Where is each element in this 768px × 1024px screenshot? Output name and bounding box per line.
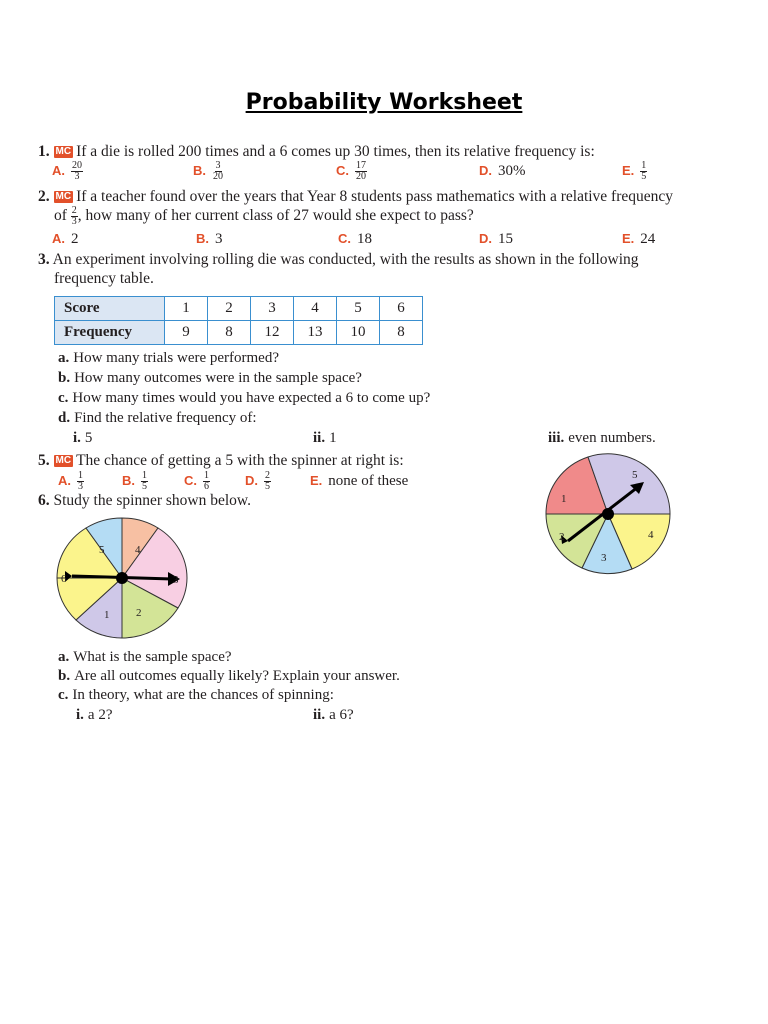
mc-badge: MC bbox=[55, 191, 72, 202]
score-cell: 4 bbox=[294, 297, 337, 321]
option-value: 30% bbox=[498, 163, 526, 179]
option-label: E. bbox=[310, 473, 323, 488]
score-cell: 1 bbox=[165, 297, 208, 321]
option-label: B. bbox=[193, 163, 206, 178]
option-label: E. bbox=[622, 231, 635, 246]
denominator: 20 bbox=[356, 171, 366, 183]
part-label: c. bbox=[58, 390, 69, 406]
part-text: Find the relative frequency of: bbox=[74, 410, 257, 426]
fraction bbox=[264, 471, 271, 492]
part-label: c. bbox=[58, 687, 69, 703]
part-label: a. bbox=[58, 649, 70, 665]
part-label: d. bbox=[58, 410, 71, 426]
score-header: Score bbox=[55, 297, 165, 321]
part-text: In theory, what are the chances of spinning: bbox=[72, 687, 334, 703]
denominator: 5 bbox=[142, 481, 147, 493]
frequency-cell: 8 bbox=[380, 321, 423, 345]
option-e bbox=[622, 229, 655, 249]
spinner-label: 1 bbox=[561, 493, 567, 505]
option-label: E. bbox=[622, 163, 635, 178]
numerator: 2 bbox=[71, 205, 77, 216]
option-label: D. bbox=[479, 163, 492, 178]
part-label: iii. bbox=[548, 430, 565, 446]
question-3 bbox=[38, 250, 639, 270]
option-d bbox=[479, 161, 526, 181]
question-6-part-b bbox=[58, 667, 400, 686]
part-text: What is the sample space? bbox=[73, 649, 232, 665]
question-text: If a teacher found over the years that Year 8 students pass mathematics with a relative frequency bbox=[76, 188, 674, 205]
question-3-part-d bbox=[58, 409, 257, 428]
option-b bbox=[193, 161, 224, 182]
option-label: B. bbox=[122, 473, 135, 488]
option-value: 2 bbox=[71, 231, 79, 247]
option-b bbox=[122, 471, 148, 492]
fraction bbox=[77, 471, 84, 492]
question-text: of bbox=[54, 207, 67, 225]
score-cell: 5 bbox=[337, 297, 380, 321]
question-3-subpart-ii bbox=[313, 429, 337, 448]
fraction bbox=[141, 471, 148, 492]
spinner-label: 2 bbox=[136, 607, 142, 619]
option-d bbox=[479, 229, 513, 249]
question-6 bbox=[38, 491, 251, 511]
numerator: 1 bbox=[204, 470, 209, 482]
frequency-header: Frequency bbox=[55, 321, 165, 345]
question-1 bbox=[38, 142, 595, 162]
mc-badge: MC bbox=[55, 146, 72, 157]
fraction bbox=[212, 161, 224, 182]
question-number: 5. bbox=[38, 452, 50, 469]
score-cell: 6 bbox=[380, 297, 423, 321]
frequency-cell: 12 bbox=[251, 321, 294, 345]
option-e bbox=[310, 471, 408, 491]
spinner-label: 5 bbox=[632, 469, 638, 481]
part-label: b. bbox=[58, 668, 71, 684]
spinner-hub bbox=[602, 508, 614, 520]
spinner-label: 6 bbox=[61, 573, 67, 585]
option-a bbox=[52, 161, 83, 182]
question-6-part-a bbox=[58, 648, 232, 667]
part-label: b. bbox=[58, 370, 71, 386]
mc-badge: MC bbox=[55, 455, 72, 466]
option-c bbox=[184, 471, 210, 492]
spinner-label: 4 bbox=[135, 544, 141, 556]
denominator: 5 bbox=[641, 171, 647, 183]
numerator: 1 bbox=[142, 470, 147, 482]
part-text: Are all outcomes equally likely? Explain your answer. bbox=[74, 668, 400, 684]
fraction bbox=[203, 471, 210, 492]
denominator: 6 bbox=[204, 481, 209, 493]
option-label: C. bbox=[184, 473, 197, 488]
frequency-cell: 10 bbox=[337, 321, 380, 345]
question-2 bbox=[38, 187, 673, 207]
question-3-subpart-iii bbox=[548, 429, 656, 448]
numerator: 20 bbox=[72, 160, 82, 172]
option-value: none of these bbox=[328, 473, 409, 489]
part-text: 1 bbox=[329, 430, 337, 446]
part-text: even numbers. bbox=[568, 430, 656, 446]
option-a bbox=[52, 229, 79, 249]
question-6-subpart-ii bbox=[313, 706, 354, 725]
question-number: 2. bbox=[38, 188, 50, 205]
question-number: 1. bbox=[38, 143, 50, 160]
spinner-label: 1 bbox=[104, 609, 110, 621]
part-text: How many trials were performed? bbox=[73, 350, 280, 366]
fraction bbox=[355, 161, 367, 182]
question-2-line-2 bbox=[54, 206, 474, 227]
part-text: How many outcomes were in the sample space? bbox=[74, 370, 362, 386]
question-number: 3. bbox=[38, 251, 50, 268]
option-c bbox=[336, 161, 367, 182]
option-value: 24 bbox=[640, 231, 656, 247]
option-label: C. bbox=[338, 231, 351, 246]
option-a bbox=[58, 471, 84, 492]
frequency-table bbox=[54, 296, 423, 345]
question-3-line-2: frequency table. bbox=[54, 270, 154, 287]
table-row bbox=[55, 321, 423, 345]
option-b bbox=[196, 229, 223, 249]
spinner-label: 5 bbox=[99, 544, 105, 556]
spinner-label: 4 bbox=[648, 529, 654, 541]
part-label: ii. bbox=[313, 430, 326, 446]
denominator: 3 bbox=[71, 216, 77, 227]
option-value: 18 bbox=[357, 231, 372, 247]
frequency-cell: 13 bbox=[294, 321, 337, 345]
spinner-hub bbox=[116, 572, 128, 584]
question-3-part-a bbox=[58, 349, 279, 368]
question-text: If a die is rolled 200 times and a 6 comes up 30 times, then its relative frequency is: bbox=[76, 143, 595, 160]
question-number: 6. bbox=[38, 492, 50, 509]
score-cell: 3 bbox=[251, 297, 294, 321]
spinner-q6 bbox=[52, 514, 192, 642]
worksheet-title: Probability Worksheet bbox=[245, 90, 523, 115]
part-text: How many times would you have expected a 6 to come up? bbox=[72, 390, 431, 406]
spinner-label: 2 bbox=[559, 531, 565, 543]
option-e bbox=[622, 161, 647, 182]
option-value: 3 bbox=[215, 231, 223, 247]
frequency-cell: 9 bbox=[165, 321, 208, 345]
question-text: The chance of getting a 5 with the spinner at right is: bbox=[76, 452, 404, 469]
fraction bbox=[71, 206, 78, 227]
denominator: 5 bbox=[265, 481, 270, 493]
part-label: ii. bbox=[313, 707, 326, 723]
option-label: B. bbox=[196, 231, 209, 246]
fraction bbox=[71, 161, 83, 182]
option-label: A. bbox=[52, 231, 65, 246]
question-6-part-c bbox=[58, 686, 334, 705]
question-text: An experiment involving rolling die was conducted, with the results as shown in the following bbox=[52, 251, 639, 268]
numerator: 1 bbox=[641, 160, 647, 172]
numerator: 3 bbox=[215, 160, 221, 172]
option-label: A. bbox=[58, 473, 71, 488]
option-label: C. bbox=[336, 163, 349, 178]
numerator: 17 bbox=[356, 160, 366, 172]
spinner-label: 3 bbox=[173, 574, 179, 586]
part-label: a. bbox=[58, 350, 70, 366]
frequency-cell: 8 bbox=[208, 321, 251, 345]
numerator: 2 bbox=[265, 470, 270, 482]
question-text: , how many of her current class of 27 would she expect to pass? bbox=[77, 207, 474, 225]
part-text: a 2? bbox=[87, 707, 113, 723]
fraction bbox=[640, 161, 647, 182]
table-row bbox=[55, 297, 423, 321]
denominator: 20 bbox=[213, 171, 223, 183]
numerator: 1 bbox=[78, 470, 83, 482]
part-label: i. bbox=[76, 707, 84, 723]
spinner-q5 bbox=[540, 450, 675, 576]
option-label: D. bbox=[479, 231, 492, 246]
denominator: 3 bbox=[78, 481, 83, 493]
part-label: i. bbox=[73, 430, 81, 446]
question-3-subpart-i bbox=[73, 429, 92, 448]
option-label: A. bbox=[52, 163, 65, 178]
question-text: Study the spinner shown below. bbox=[53, 492, 251, 509]
option-d bbox=[245, 471, 271, 492]
option-label: D. bbox=[245, 473, 258, 488]
score-cell: 2 bbox=[208, 297, 251, 321]
denominator: 3 bbox=[74, 171, 80, 183]
question-6-subpart-i bbox=[76, 706, 113, 725]
part-text: a 6? bbox=[329, 707, 354, 723]
part-text: 5 bbox=[84, 430, 93, 446]
question-3-part-b bbox=[58, 369, 362, 388]
spinner-label: 3 bbox=[601, 552, 607, 564]
question-5 bbox=[38, 451, 404, 471]
option-c bbox=[338, 229, 372, 249]
option-value: 15 bbox=[498, 231, 513, 247]
question-3-part-c bbox=[58, 389, 430, 408]
